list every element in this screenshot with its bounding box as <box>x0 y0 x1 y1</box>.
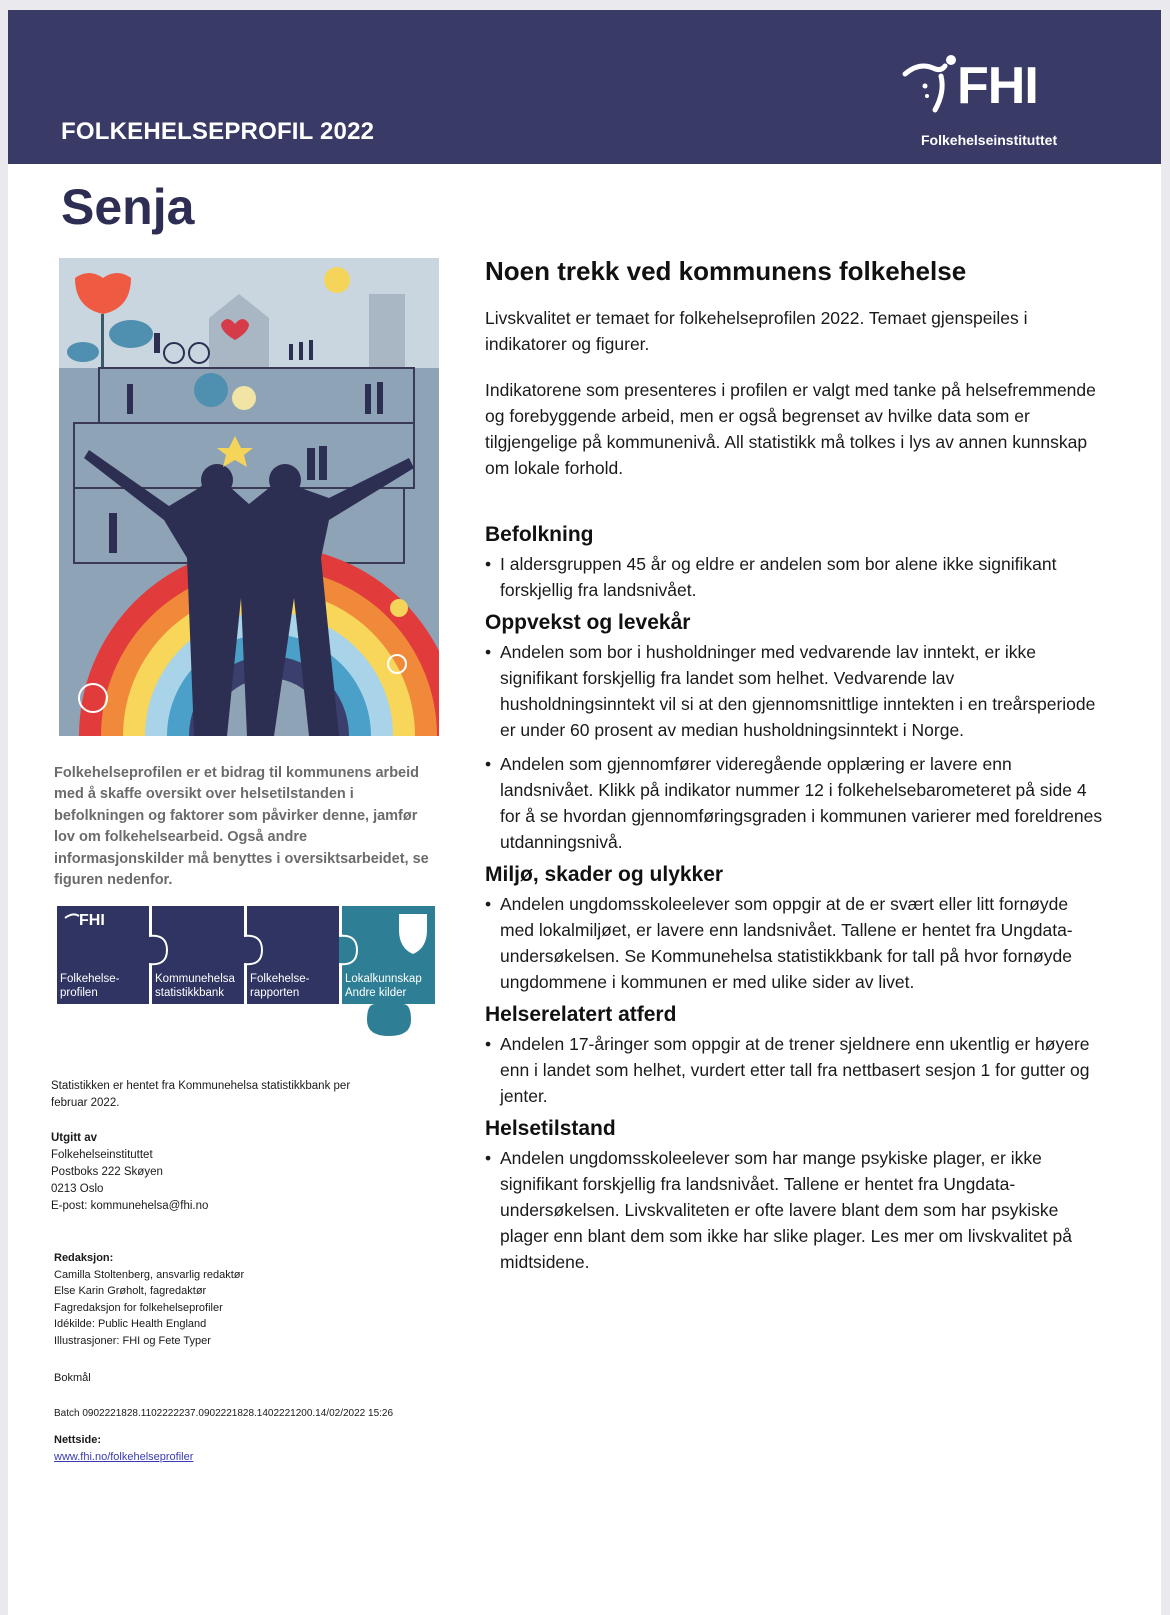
puzzle-piece-4 <box>345 972 437 1000</box>
puzzle-piece-3-line2: rapporten <box>250 987 300 999</box>
section-heading: Befolkning <box>485 523 594 546</box>
source-note: Statistikken er hentet fra Kommunehelsa statistikkbank per februar 2022. <box>51 1080 351 1109</box>
editorial-block <box>54 1250 444 1349</box>
publisher-block <box>51 1130 441 1215</box>
bullet-item: • Andelen som gjennomfører videregående opplæring er lavere enn landsnivået. Klikk på indikator nummer 12 i folkehelsebarometeret på side 4 for å se hvordan gjennomføringsgraden i kommunen varierer med foreldrenes utdanningsnivå. <box>485 751 1105 855</box>
website-heading: Nettside: <box>54 1434 102 1446</box>
header-banner <box>8 10 1161 164</box>
section-heading: Miljø, skader og ulykker <box>485 863 724 886</box>
publisher-line: 0213 Oslo <box>51 1183 104 1195</box>
editorial-line: Camilla Stoltenberg, ansvarlig redaktør <box>54 1268 245 1281</box>
publisher-line: E-post: kommunehelsa@fhi.no <box>51 1200 209 1212</box>
puzzle-piece-3-line1: Folkehelse- <box>250 973 310 985</box>
section-heading: Oppvekst og levekår <box>485 611 691 634</box>
section-befolkning <box>485 523 1105 603</box>
cover-illustration <box>59 258 439 736</box>
puzzle-piece-3 <box>250 972 340 1000</box>
puzzle-logo-text: FHI <box>79 912 105 929</box>
main-title: Noen trekk ved kommunens folkehelse <box>485 256 967 286</box>
bullet-item: • Andelen 17-åringer som oppgir at de trener sjeldnere enn ukentlig er høyere enn i landet som helhet, vurdert etter tall fra nettbasert sesjon 1 for gutter og jenter. <box>485 1031 1105 1109</box>
website-link[interactable]: www.fhi.no/folkehelseprofiler <box>54 1451 194 1463</box>
main-content <box>485 256 1105 1283</box>
profile-caption: Folkehelseprofilen er et bidrag til kommunens arbeid med å skaffe oversikt over helsetilstanden i befolkningen og faktorer som påvirker denne, jamfør lov om folkehelsearbeid. Også andre informasjonskilder må benyttes i oversiktsarbeidet, se figuren nedenfor. <box>54 765 429 889</box>
puzzle-piece-1-line2: profilen <box>60 987 98 999</box>
puzzle-piece-1-line1: Folkehelse- <box>60 973 120 985</box>
editorial-line: Fagredaksjon for folkehelseprofiler <box>54 1301 223 1314</box>
section-miljo <box>485 863 1105 995</box>
municipality-name: Senja <box>61 179 195 235</box>
bullet-item: • I aldersgruppen 45 år og eldre er andelen som bor alene ikke signifikant forskjellig fra landsnivået. <box>485 551 1105 603</box>
language-label: Bokmål <box>54 1372 91 1384</box>
publisher-line: Folkehelseinstituttet <box>51 1149 153 1161</box>
bullet-item: • Andelen som bor i husholdninger med vedvarende lav inntekt, er ikke signifikant forskjellig fra landet som helhet. Vedvarende lav husholdningsinntekt vil si at den gjennomsnittlige inntekten i en treårsperiode er under 60 prosent av median husholdningsinntekt i Norge. <box>485 639 1105 743</box>
section-helsetilstand <box>485 1117 1105 1275</box>
bullet-item: • Andelen ungdomsskoleelever som har mange psykiske plager, er ikke signifikant forskjellig fra landsnivået. Tallene er hentet fra Ungdata-undersøkelsen. Livskvaliteten er ofte lavere blant dem som har psykiske plager enn blant dem som ikke har slike plager. Les mer om livskvalitet på midtsidene. <box>485 1145 1105 1275</box>
fhi-logo <box>901 54 1081 148</box>
section-oppvekst <box>485 611 1105 855</box>
section-heading: Helsetilstand <box>485 1117 616 1140</box>
puzzle-piece-2-line1: Kommunehelsa <box>155 973 235 985</box>
puzzle-piece-4-line2: Andre kilder <box>345 987 407 999</box>
puzzle-piece-1 <box>60 972 150 1000</box>
puzzle-piece-2 <box>155 972 247 1000</box>
document-page <box>8 10 1161 1615</box>
publisher-heading: Utgitt av <box>51 1132 97 1144</box>
sources-puzzle-figure <box>57 906 437 1046</box>
editorial-line: Illustrasjoner: FHI og Fete Typer <box>54 1334 211 1347</box>
bullet-item: • Andelen ungdomsskoleelever som oppgir at de er svært eller litt fornøyde med lokalmiljøet, er lavere enn landsnivået. Tallene er hentet fra Ungdata-undersøkelsen. Se Kommunehelsa statistikkbank for tall på hvor fornøyde ungdommene i kommunen er med ulike sider av livet. <box>485 891 1105 995</box>
editorial-line: Else Karin Grøholt, fagredaktør <box>54 1285 207 1297</box>
profile-title: FOLKEHELSEPROFIL 2022 <box>61 118 375 145</box>
section-helserelatert <box>485 1003 1105 1109</box>
puzzle-piece-4-line1: Lokalkunnskap <box>345 973 422 985</box>
fhi-logo-mark-icon <box>901 54 961 114</box>
logo-subtitle: Folkehelseinstituttet <box>921 132 1058 148</box>
batch-id: Batch 0902221828.1102222237.0902221828.1402221200.14/02/2022 15:26 <box>54 1408 394 1419</box>
editorial-line: Idékilde: Public Health England <box>54 1318 207 1330</box>
editorial-heading: Redaksjon: <box>54 1252 114 1264</box>
puzzle-piece-2-line2: statistikkbank <box>155 987 225 999</box>
section-heading: Helserelatert atferd <box>485 1003 677 1026</box>
intro-paragraph: Livskvalitet er temaet for folkehelseprofilen 2022. Temaet gjenspeiles i indikatorer og figurer. <box>485 308 1028 354</box>
intro-paragraph: Indikatorene som presenteres i profilen er valgt med tanke på helsefremmende og forebyggende arbeid, men er også begrenset av hvilke data som er tilgjengelige på kommunenivå. All statistikk må tolkes i lys av annen kunnskap om lokale forhold. <box>485 380 1096 478</box>
website-block <box>54 1432 444 1466</box>
logo-text: FHI <box>957 57 1038 115</box>
publisher-line: Postboks 222 Skøyen <box>51 1166 163 1178</box>
